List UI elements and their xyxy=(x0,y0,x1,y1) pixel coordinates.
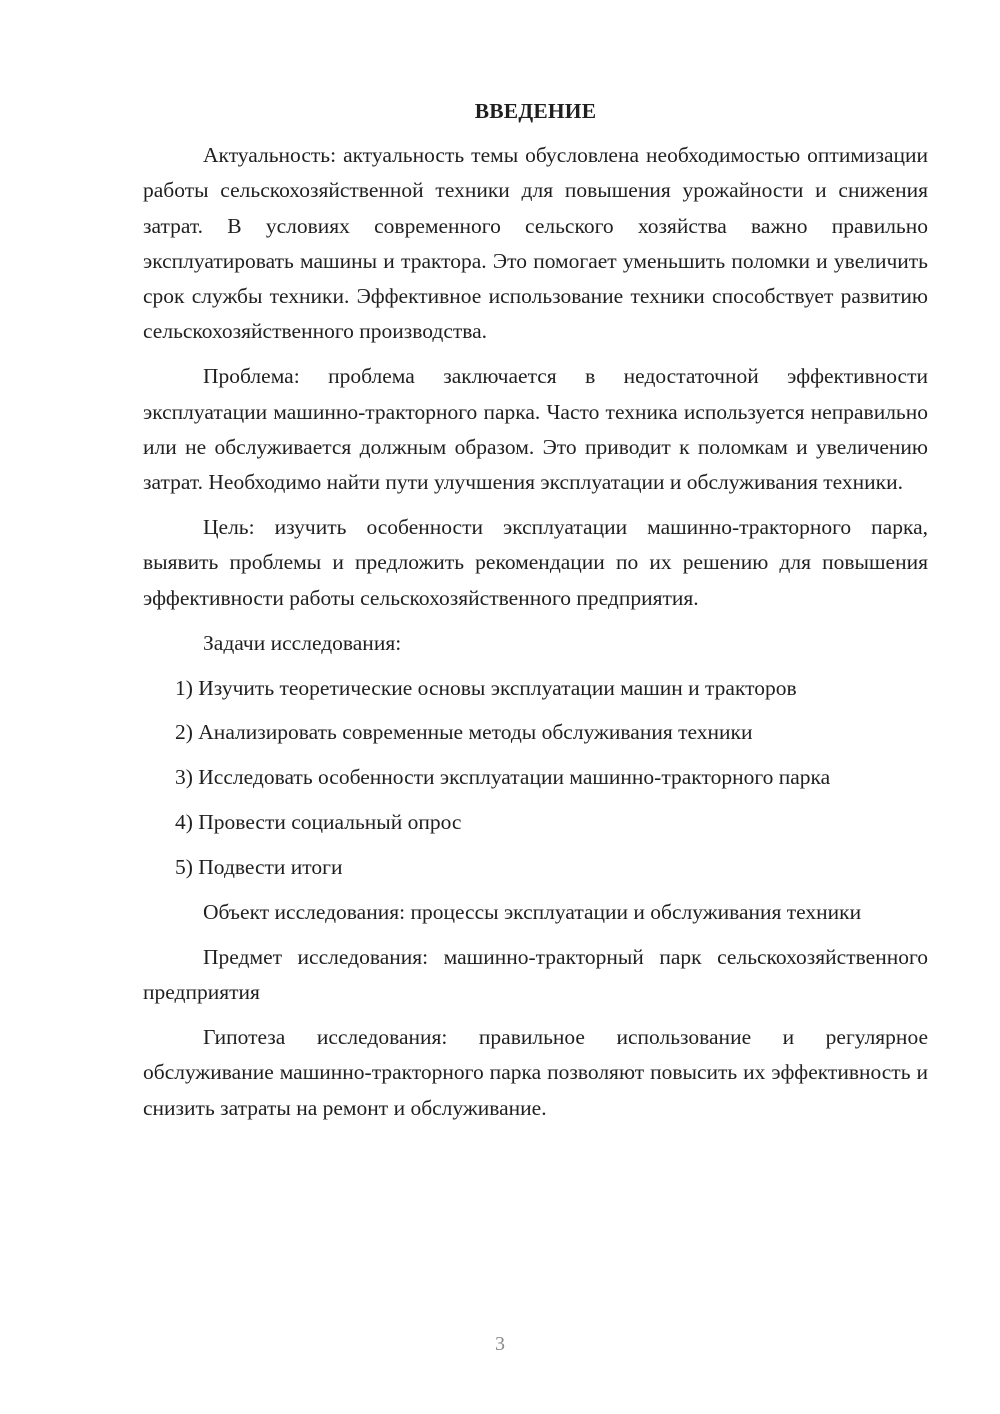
paragraph-goal: Цель: изучить особенности эксплуатации машинно-тракторного парка, выявить проблемы и предложить рекомендации по их решению для повышения эффективности работы сельскохозяйственного предприятия. xyxy=(143,515,928,610)
list-item: 5) Подвести итоги xyxy=(175,855,343,880)
list-item: 4) Провести социальный опрос xyxy=(175,810,462,835)
list-item: 2) Анализировать современные методы обслуживания техники xyxy=(175,720,753,745)
paragraph-subject: Предмет исследования: машинно-тракторный парк сельскохозяйственного предприятия xyxy=(143,944,928,1005)
paragraph-object: Объект исследования: процессы эксплуатации и обслуживания техники xyxy=(203,899,862,924)
paragraph-tasks-heading: Задачи исследования: xyxy=(203,630,402,655)
paragraph-hypothesis: Гипотеза исследования: правильное использование и регулярное обслуживание машинно-тракторного парка позволяют повысить их эффективность и снизить затраты на ремонт и обслуживание. xyxy=(143,1025,928,1120)
list-item: 3) Исследовать особенности эксплуатации машинно-тракторного парка xyxy=(175,765,831,790)
paragraph-relevance: Актуальность: актуальность темы обусловлена необходимостью оптимизации работы сельскохозяйственной техники для повышения урожайности и снижения затрат. В условиях современного сельского хозяйства важно правильно эксплуатировать машины и трактора. Это помогает уменьшить поломки и увеличить срок службы техники. Эффективное использование техники способствует развитию сельскохозяйственного производства. xyxy=(143,143,928,344)
document-body xyxy=(143,96,928,1136)
page-title: ВВЕДЕНИЕ xyxy=(474,99,597,123)
task-list xyxy=(143,671,928,886)
paragraph-problem: Проблема: проблема заключается в недостаточной эффективности эксплуатации машинно-тракторного парка. Часто техника используется неправильно или не обслуживается должным образом. Это приводит к поломкам и увеличению затрат. Необходимо найти пути улучшения эксплуатации и обслуживания техники. xyxy=(143,364,928,495)
page-number: 3 xyxy=(495,1333,505,1355)
list-item: 1) Изучить теоретические основы эксплуатации машин и тракторов xyxy=(175,675,797,700)
